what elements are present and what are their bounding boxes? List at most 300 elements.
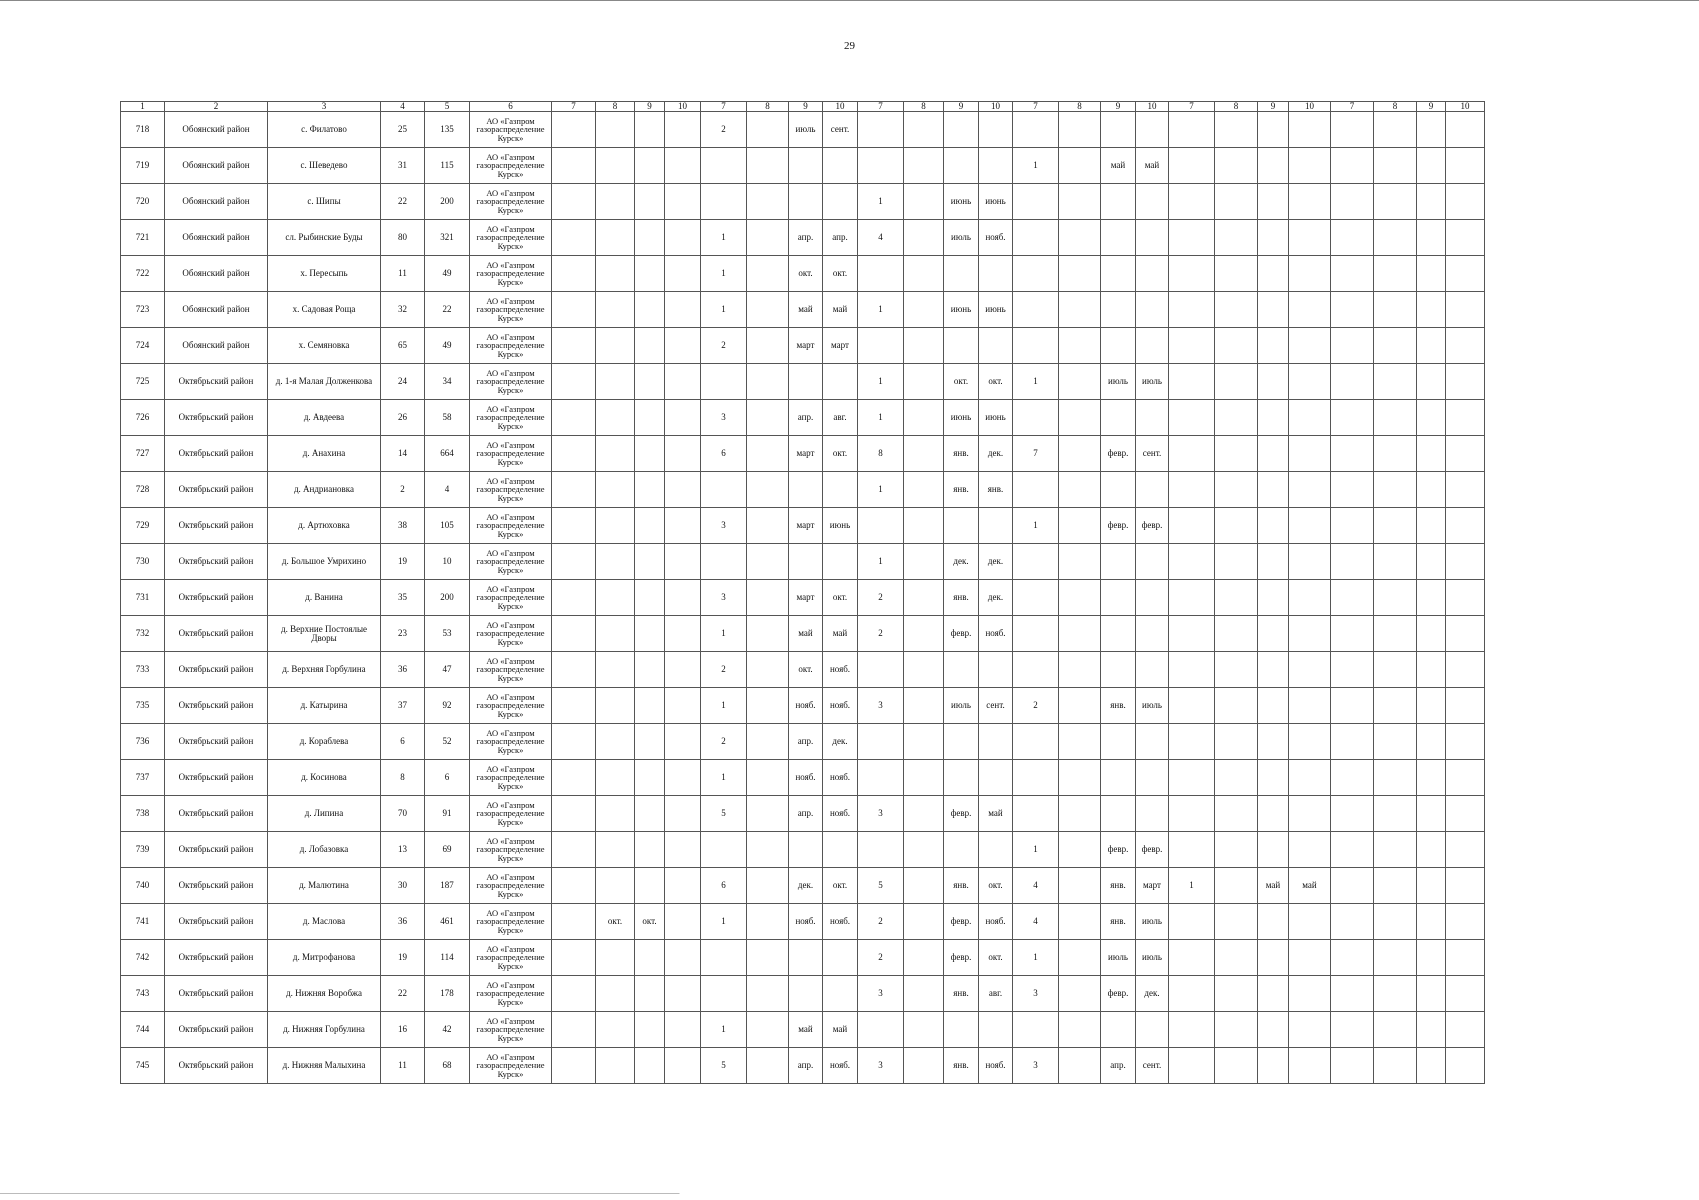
column-number: 9 <box>1101 102 1136 112</box>
value-cell <box>747 1048 789 1084</box>
column-number: 6 <box>470 102 552 112</box>
row-number-cell: 736 <box>121 724 165 760</box>
value-cell: июль <box>789 112 823 148</box>
value-cell <box>596 364 635 400</box>
district-cell: Обоянский район <box>165 148 268 184</box>
value-cell: 19 <box>381 544 425 580</box>
value-cell: 187 <box>425 868 470 904</box>
value-cell <box>1136 544 1169 580</box>
table-row <box>121 436 1485 472</box>
district-cell: Октябрьский район <box>165 688 268 724</box>
value-cell <box>596 976 635 1012</box>
settlement-cell: д. Малютина <box>268 868 381 904</box>
value-cell <box>1101 400 1136 436</box>
value-cell <box>1013 724 1059 760</box>
value-cell <box>944 328 979 364</box>
value-cell <box>665 148 701 184</box>
value-cell <box>596 256 635 292</box>
operator-cell <box>470 904 552 940</box>
value-cell <box>1331 220 1374 256</box>
value-cell <box>747 688 789 724</box>
column-number: 10 <box>1446 102 1485 112</box>
value-cell: 105 <box>425 508 470 544</box>
value-cell <box>904 616 944 652</box>
value-cell <box>1101 220 1136 256</box>
table-row <box>121 184 1485 220</box>
operator-line: газораспределение <box>476 376 545 387</box>
value-cell: нояб. <box>979 616 1013 652</box>
value-cell <box>596 724 635 760</box>
value-cell <box>1374 1012 1417 1048</box>
value-cell: 200 <box>425 580 470 616</box>
value-cell <box>1446 292 1485 328</box>
value-cell <box>1101 796 1136 832</box>
column-number: 9 <box>1417 102 1446 112</box>
value-cell <box>789 364 823 400</box>
value-cell <box>1059 688 1101 724</box>
value-cell: 53 <box>425 616 470 652</box>
value-cell <box>858 256 904 292</box>
value-cell <box>747 220 789 256</box>
value-cell <box>904 328 944 364</box>
value-cell: 1 <box>1013 832 1059 868</box>
operator-line: газораспределение <box>476 448 545 459</box>
value-cell <box>1258 472 1289 508</box>
value-cell <box>596 940 635 976</box>
value-cell <box>747 580 789 616</box>
value-cell <box>552 508 596 544</box>
operator-line: газораспределение <box>476 340 545 351</box>
value-cell <box>1136 652 1169 688</box>
operator-line: АО «Газпром <box>486 475 535 486</box>
value-cell <box>1446 508 1485 544</box>
value-cell <box>904 796 944 832</box>
value-cell <box>1417 148 1446 184</box>
value-cell: янв. <box>1101 868 1136 904</box>
value-cell <box>1059 436 1101 472</box>
operator-line: Курск» <box>497 276 524 287</box>
value-cell <box>1331 760 1374 796</box>
value-cell: февр. <box>1101 976 1136 1012</box>
value-cell: апр. <box>789 400 823 436</box>
value-cell <box>1417 508 1446 544</box>
value-cell <box>789 148 823 184</box>
value-cell: март <box>1136 868 1169 904</box>
value-cell <box>635 364 665 400</box>
value-cell: 3 <box>858 688 904 724</box>
value-cell: 80 <box>381 220 425 256</box>
value-cell <box>596 580 635 616</box>
value-cell: май <box>1289 868 1331 904</box>
operator-line: Курск» <box>497 1068 524 1079</box>
value-cell <box>1136 292 1169 328</box>
value-cell <box>1059 832 1101 868</box>
value-cell: 1 <box>1013 940 1059 976</box>
value-cell: 25 <box>381 112 425 148</box>
settlement-cell: д. Нижняя Воробжа <box>268 976 381 1012</box>
value-cell <box>944 760 979 796</box>
value-cell <box>1215 436 1258 472</box>
value-cell <box>789 832 823 868</box>
value-cell <box>1289 688 1331 724</box>
value-cell <box>1331 904 1374 940</box>
value-cell <box>1059 976 1101 1012</box>
value-cell: 6 <box>381 724 425 760</box>
value-cell <box>1215 472 1258 508</box>
value-cell <box>1169 436 1215 472</box>
value-cell: июнь <box>979 184 1013 220</box>
value-cell <box>1289 256 1331 292</box>
value-cell <box>747 760 789 796</box>
value-cell <box>1136 724 1169 760</box>
operator-line: газораспределение <box>476 304 545 315</box>
operator-line: АО «Газпром <box>486 835 535 846</box>
value-cell <box>1289 616 1331 652</box>
value-cell: 3 <box>701 508 747 544</box>
operator-line: АО «Газпром <box>486 367 535 378</box>
operator-line: АО «Газпром <box>486 727 535 738</box>
value-cell: 52 <box>425 724 470 760</box>
value-cell <box>944 256 979 292</box>
value-cell: авг. <box>823 400 858 436</box>
value-cell: нояб. <box>979 904 1013 940</box>
value-cell <box>1374 976 1417 1012</box>
value-cell: апр. <box>789 796 823 832</box>
value-cell <box>904 652 944 688</box>
value-cell <box>1169 1012 1215 1048</box>
value-cell <box>596 1012 635 1048</box>
settlement-cell: д. Катырина <box>268 688 381 724</box>
value-cell: февр. <box>944 940 979 976</box>
value-cell: апр. <box>789 1048 823 1084</box>
value-cell <box>596 832 635 868</box>
value-cell <box>789 472 823 508</box>
value-cell <box>1374 868 1417 904</box>
value-cell <box>747 832 789 868</box>
operator-line: газораспределение <box>476 988 545 999</box>
value-cell <box>1289 508 1331 544</box>
value-cell <box>1169 616 1215 652</box>
value-cell <box>1417 1048 1446 1084</box>
operator-line: АО «Газпром <box>486 511 535 522</box>
value-cell: апр. <box>789 724 823 760</box>
value-cell <box>1289 976 1331 1012</box>
value-cell <box>1446 544 1485 580</box>
value-cell: нояб. <box>823 688 858 724</box>
value-cell <box>1331 652 1374 688</box>
value-cell: нояб. <box>979 1048 1013 1084</box>
value-cell: янв. <box>944 868 979 904</box>
value-cell <box>1446 1012 1485 1048</box>
settlement-cell: д. Кораблева <box>268 724 381 760</box>
value-cell <box>1059 724 1101 760</box>
value-cell: 49 <box>425 328 470 364</box>
value-cell <box>1169 904 1215 940</box>
value-cell <box>635 472 665 508</box>
value-cell <box>1374 220 1417 256</box>
column-number: 7 <box>858 102 904 112</box>
value-cell <box>904 220 944 256</box>
value-cell <box>1258 940 1289 976</box>
value-cell <box>1446 976 1485 1012</box>
row-number-cell: 729 <box>121 508 165 544</box>
value-cell <box>1417 1012 1446 1048</box>
value-cell <box>1059 184 1101 220</box>
value-cell <box>747 112 789 148</box>
operator-line: АО «Газпром <box>486 331 535 342</box>
value-cell <box>552 544 596 580</box>
value-cell: янв. <box>944 472 979 508</box>
value-cell <box>1374 112 1417 148</box>
value-cell <box>1258 256 1289 292</box>
value-cell: 11 <box>381 256 425 292</box>
value-cell: май <box>823 292 858 328</box>
value-cell <box>1136 112 1169 148</box>
value-cell <box>979 508 1013 544</box>
operator-cell <box>470 616 552 652</box>
value-cell <box>1446 472 1485 508</box>
operator-line: Курск» <box>497 384 524 395</box>
value-cell <box>944 724 979 760</box>
value-cell <box>635 976 665 1012</box>
value-cell: янв. <box>944 976 979 1012</box>
value-cell: окт. <box>979 364 1013 400</box>
value-cell <box>1059 328 1101 364</box>
value-cell <box>1331 1048 1374 1084</box>
operator-line: Курск» <box>497 852 524 863</box>
operator-line: АО «Газпром <box>486 691 535 702</box>
value-cell <box>1417 184 1446 220</box>
value-cell <box>1258 184 1289 220</box>
value-cell <box>665 724 701 760</box>
value-cell <box>944 1012 979 1048</box>
value-cell <box>635 328 665 364</box>
value-cell <box>552 832 596 868</box>
value-cell: 664 <box>425 436 470 472</box>
value-cell <box>1136 400 1169 436</box>
value-cell <box>635 220 665 256</box>
value-cell <box>1331 832 1374 868</box>
value-cell <box>1374 328 1417 364</box>
value-cell <box>1417 976 1446 1012</box>
value-cell <box>1258 616 1289 652</box>
value-cell <box>1013 1012 1059 1048</box>
value-cell <box>1136 328 1169 364</box>
value-cell <box>596 796 635 832</box>
value-cell: 5 <box>701 796 747 832</box>
operator-line: газораспределение <box>476 736 545 747</box>
operator-cell <box>470 148 552 184</box>
row-number-cell: 733 <box>121 652 165 688</box>
value-cell <box>1289 580 1331 616</box>
value-cell <box>1374 400 1417 436</box>
value-cell: июнь <box>979 292 1013 328</box>
value-cell <box>904 544 944 580</box>
value-cell <box>858 508 904 544</box>
value-cell: 2 <box>701 112 747 148</box>
operator-line: газораспределение <box>476 880 545 891</box>
value-cell <box>1169 364 1215 400</box>
value-cell <box>1331 292 1374 328</box>
value-cell <box>1101 544 1136 580</box>
value-cell: 1 <box>1013 148 1059 184</box>
value-cell <box>747 400 789 436</box>
value-cell <box>665 508 701 544</box>
value-cell <box>552 148 596 184</box>
value-cell <box>858 112 904 148</box>
district-cell: Октябрьский район <box>165 652 268 688</box>
value-cell <box>747 724 789 760</box>
value-cell <box>552 616 596 652</box>
value-cell <box>979 724 1013 760</box>
settlement-cell: х. Садовая Роща <box>268 292 381 328</box>
schedule-table <box>120 101 1485 1084</box>
value-cell: май <box>789 616 823 652</box>
value-cell <box>635 796 665 832</box>
value-cell <box>1258 292 1289 328</box>
district-cell: Октябрьский район <box>165 1012 268 1048</box>
value-cell <box>747 436 789 472</box>
operator-line: газораспределение <box>476 1024 545 1035</box>
value-cell <box>1136 256 1169 292</box>
value-cell: июль <box>1101 364 1136 400</box>
operator-cell <box>470 328 552 364</box>
value-cell <box>1374 940 1417 976</box>
value-cell: сент. <box>979 688 1013 724</box>
value-cell <box>1374 616 1417 652</box>
value-cell: июль <box>1136 940 1169 976</box>
value-cell: окт. <box>823 436 858 472</box>
value-cell <box>1059 904 1101 940</box>
column-number: 10 <box>1289 102 1331 112</box>
settlement-cell: с. Филатово <box>268 112 381 148</box>
value-cell <box>1136 1012 1169 1048</box>
value-cell: 8 <box>858 436 904 472</box>
value-cell <box>1289 472 1331 508</box>
value-cell: май <box>823 616 858 652</box>
value-cell <box>596 148 635 184</box>
value-cell <box>1374 688 1417 724</box>
value-cell: 2 <box>701 724 747 760</box>
value-cell: 200 <box>425 184 470 220</box>
value-cell <box>635 148 665 184</box>
row-number-cell: 740 <box>121 868 165 904</box>
column-number: 1 <box>121 102 165 112</box>
value-cell <box>1169 832 1215 868</box>
value-cell: 22 <box>425 292 470 328</box>
value-cell <box>789 184 823 220</box>
value-cell <box>1059 148 1101 184</box>
value-cell <box>1215 904 1258 940</box>
value-cell <box>596 220 635 256</box>
value-cell: 1 <box>858 544 904 580</box>
value-cell <box>944 112 979 148</box>
operator-cell <box>470 688 552 724</box>
row-number-cell: 727 <box>121 436 165 472</box>
table-row <box>121 1012 1485 1048</box>
value-cell <box>979 760 1013 796</box>
value-cell <box>1417 400 1446 436</box>
value-cell <box>904 112 944 148</box>
value-cell <box>1446 256 1485 292</box>
value-cell: 1 <box>1169 868 1215 904</box>
value-cell <box>1446 616 1485 652</box>
value-cell <box>1101 256 1136 292</box>
value-cell <box>552 940 596 976</box>
value-cell <box>1136 616 1169 652</box>
value-cell: 8 <box>381 760 425 796</box>
value-cell <box>1289 184 1331 220</box>
top-border-line <box>0 0 1699 1</box>
value-cell <box>1169 940 1215 976</box>
row-number-cell: 719 <box>121 148 165 184</box>
settlement-cell: д. Верхняя Горбулина <box>268 652 381 688</box>
value-cell: 47 <box>425 652 470 688</box>
value-cell <box>1417 292 1446 328</box>
value-cell <box>635 616 665 652</box>
value-cell <box>823 544 858 580</box>
value-cell <box>1013 760 1059 796</box>
table-row <box>121 940 1485 976</box>
operator-cell <box>470 796 552 832</box>
value-cell <box>635 112 665 148</box>
value-cell <box>1013 544 1059 580</box>
value-cell <box>1446 724 1485 760</box>
value-cell <box>552 184 596 220</box>
value-cell <box>747 292 789 328</box>
value-cell: 3 <box>858 976 904 1012</box>
column-number: 8 <box>904 102 944 112</box>
value-cell <box>858 652 904 688</box>
value-cell: июль <box>944 220 979 256</box>
value-cell <box>635 940 665 976</box>
value-cell <box>1169 220 1215 256</box>
operator-line: Курск» <box>497 528 524 539</box>
value-cell: 32 <box>381 292 425 328</box>
operator-line: газораспределение <box>476 556 545 567</box>
value-cell: февр. <box>1136 508 1169 544</box>
settlement-cell: д. Лобазовка <box>268 832 381 868</box>
value-cell <box>552 904 596 940</box>
value-cell <box>1215 616 1258 652</box>
value-cell <box>1446 904 1485 940</box>
operator-line: газораспределение <box>476 520 545 531</box>
value-cell: 24 <box>381 364 425 400</box>
value-cell: 3 <box>701 400 747 436</box>
value-cell: 10 <box>425 544 470 580</box>
value-cell <box>665 868 701 904</box>
settlement-cell: д. Нижняя Малыхина <box>268 1048 381 1084</box>
value-cell <box>1136 220 1169 256</box>
operator-line: АО «Газпром <box>486 583 535 594</box>
value-cell: май <box>789 1012 823 1048</box>
value-cell <box>1289 220 1331 256</box>
value-cell: 1 <box>701 220 747 256</box>
row-number-cell: 718 <box>121 112 165 148</box>
value-cell <box>635 256 665 292</box>
district-cell: Обоянский район <box>165 112 268 148</box>
table-row <box>121 1048 1485 1084</box>
value-cell <box>1446 328 1485 364</box>
table-row <box>121 904 1485 940</box>
value-cell <box>1059 400 1101 436</box>
value-cell <box>1258 832 1289 868</box>
value-cell <box>1169 328 1215 364</box>
district-cell: Октябрьский район <box>165 976 268 1012</box>
value-cell <box>1417 328 1446 364</box>
operator-line: газораспределение <box>476 808 545 819</box>
value-cell: июнь <box>823 508 858 544</box>
